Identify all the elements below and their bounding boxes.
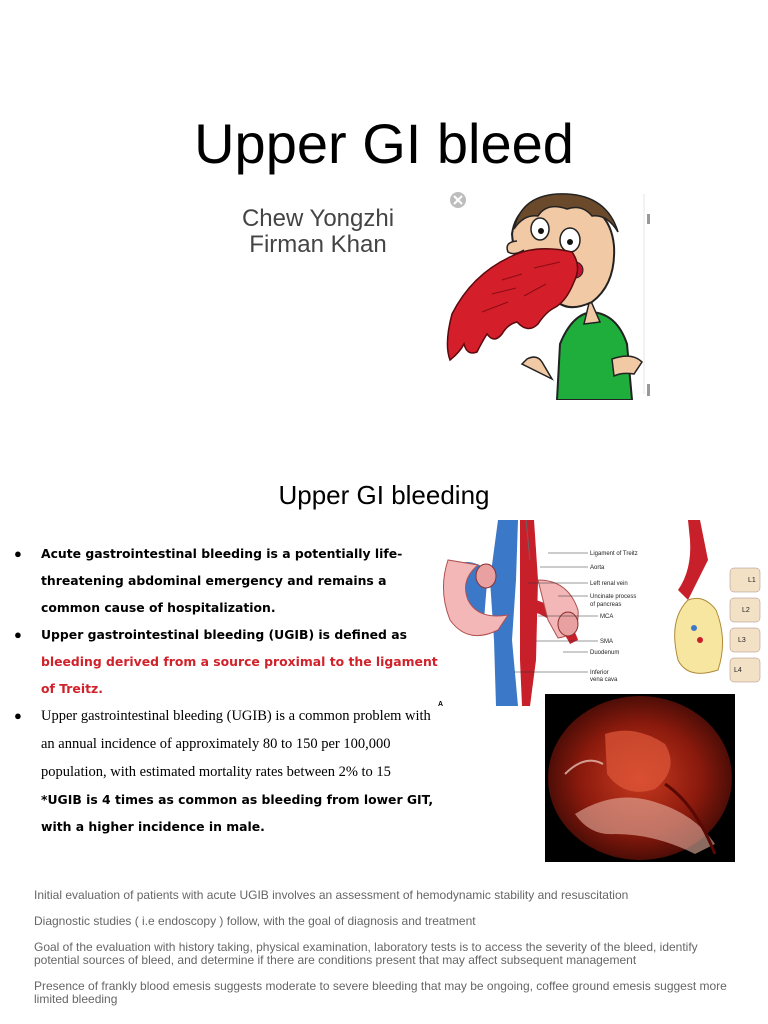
svg-text:L4: L4 bbox=[734, 667, 742, 674]
svg-text:L2: L2 bbox=[742, 607, 750, 614]
svg-text:SMA: SMA bbox=[600, 639, 614, 645]
svg-text:of pancreas: of pancreas bbox=[590, 602, 622, 608]
list-item bbox=[14, 540, 444, 621]
bullet-dot: ● bbox=[14, 708, 22, 723]
list-item bbox=[14, 702, 444, 840]
list-item bbox=[14, 621, 444, 702]
bullet-text: Upper gastrointestinal bleeding (UGIB) is defined as bleeding derived from a source proximal to the ligament of Treitz. bbox=[41, 627, 438, 696]
speaker-notes bbox=[34, 889, 734, 1019]
section-title: Upper GI bleeding bbox=[278, 480, 490, 510]
note-paragraph: Initial evaluation of patients with acute UGIB involves an assessment of hemodynamic stability and resuscitation bbox=[34, 888, 629, 902]
svg-text:Ligament of Treitz: Ligament of Treitz bbox=[590, 551, 638, 557]
close-icon[interactable] bbox=[450, 192, 466, 208]
note-paragraph: Diagnostic studies ( i.e endoscopy ) follow, with the goal of diagnosis and treatment bbox=[34, 914, 476, 928]
bullet-text: Upper gastrointestinal bleeding (UGIB) is a common problem with an annual incidence of approximately 80 to 150 per 100,000 population, with estimated mortality rates between 2% to 15 bbox=[41, 708, 431, 780]
emphasis-text: life-threatening bbox=[41, 546, 403, 588]
author-name: Chew Yongzhi bbox=[241, 205, 395, 232]
bullet-dot: ● bbox=[14, 546, 22, 561]
svg-text:L3: L3 bbox=[738, 637, 746, 644]
svg-text:Inferior: Inferior bbox=[590, 670, 609, 676]
bullet-list bbox=[14, 540, 444, 840]
svg-text:MCA: MCA bbox=[600, 614, 614, 620]
bullet-dot: ● bbox=[14, 627, 22, 642]
author-name: Firman Khan bbox=[249, 231, 387, 258]
note-text: *UGIB is 4 times as common as bleeding from lower GIT, with a higher incidence in male. bbox=[41, 792, 434, 834]
svg-text:Left renal vein: Left renal vein bbox=[590, 581, 628, 587]
note-paragraph: Presence of frankly blood emesis suggests moderate to severe bleeding that may be ongoing, coffee ground emesis suggest more limited bleeding bbox=[34, 979, 727, 1006]
slide-title: Upper GI bleed bbox=[194, 112, 574, 175]
svg-text:Duodenum: Duodenum bbox=[590, 650, 620, 656]
endoscopy-image bbox=[545, 694, 735, 862]
svg-text:Aorta: Aorta bbox=[590, 565, 605, 571]
note-paragraph: Goal of the evaluation with history taking, physical examination, laboratory tests is to access the severity of the bleed, identify potential sources of bleed, and determine if there are conditions present that may affect subsequent management bbox=[34, 940, 698, 967]
anatomy-diagram bbox=[438, 520, 768, 706]
bullet-text: Acute gastrointestinal bleeding is a potentially life-threatening abdominal emergency and remains a common cause of hospitalization. bbox=[41, 546, 403, 615]
svg-text:Uncinate process: Uncinate process bbox=[590, 594, 637, 600]
svg-text:A: A bbox=[438, 701, 444, 706]
svg-text:vena cava: vena cava bbox=[590, 677, 618, 683]
svg-text:L1: L1 bbox=[748, 577, 756, 584]
highlight-text: bleeding derived from a source proximal to the ligament of Treitz bbox=[41, 654, 438, 696]
author-list bbox=[200, 206, 436, 258]
vomiting-cartoon-image bbox=[442, 184, 658, 400]
